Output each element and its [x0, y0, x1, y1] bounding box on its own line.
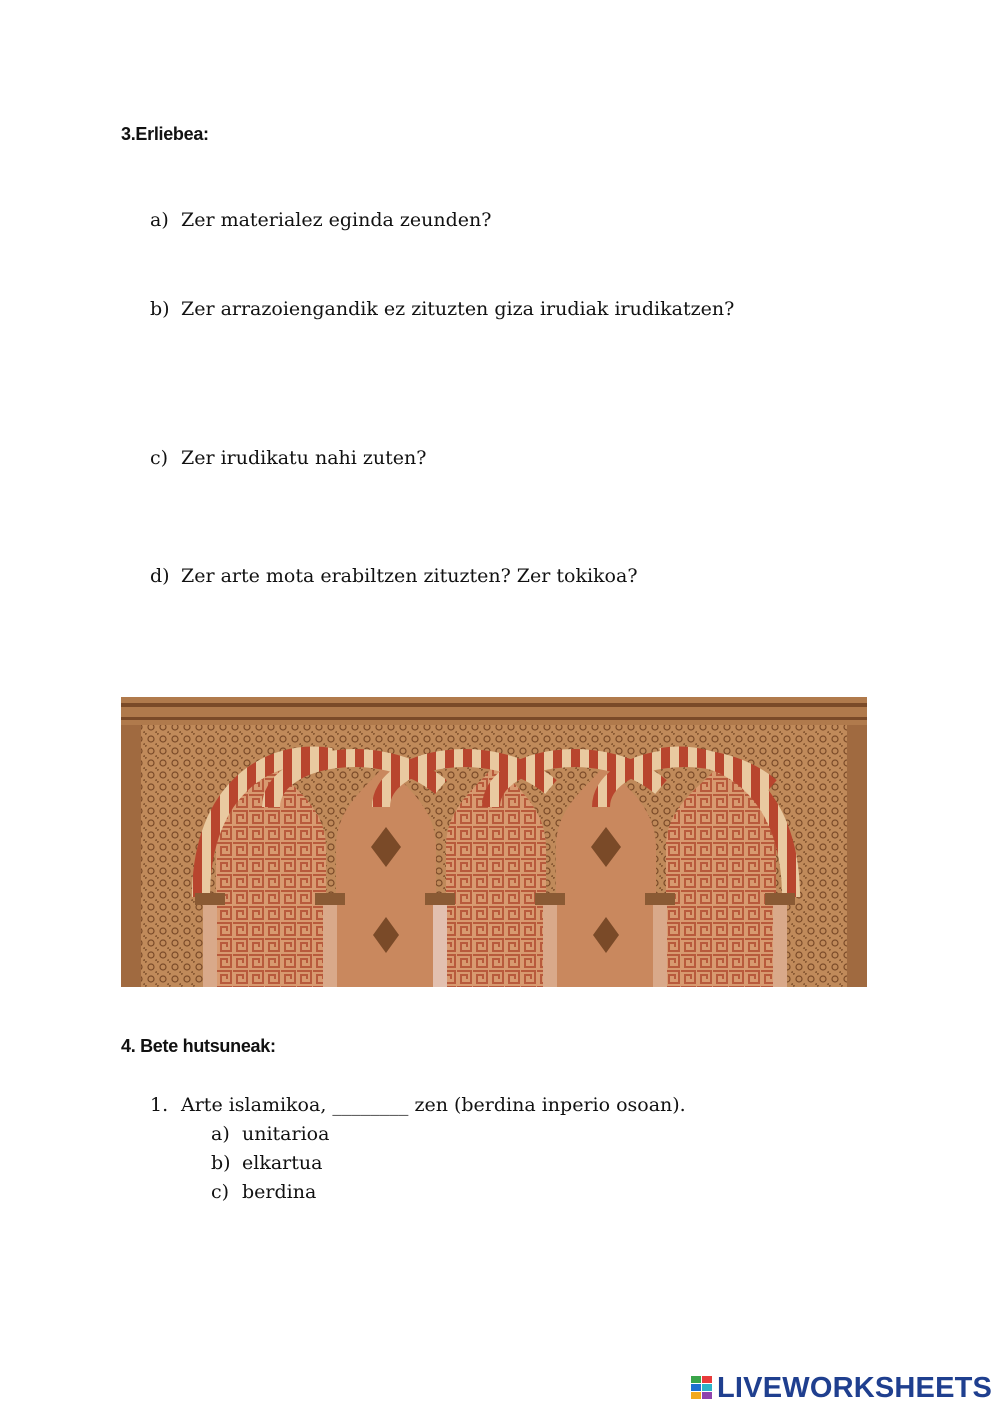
- option-c-text: berdina: [242, 1181, 317, 1203]
- section-4-title: 4. Bete hutsuneak:: [121, 1036, 276, 1056]
- question-a: [150, 209, 491, 231]
- option-c[interactable]: [211, 1181, 316, 1203]
- question-b-label: b): [150, 298, 170, 320]
- option-a-label: a): [211, 1123, 230, 1145]
- question-c-label: c): [150, 447, 169, 469]
- question-c-text: Zer irudikatu nahi zuten?: [181, 447, 427, 469]
- option-a-text: unitarioa: [242, 1123, 330, 1145]
- question-d-text: Zer arte mota erabiltzen zituzten? Zer tokikoa?: [181, 565, 638, 587]
- fill-blank-number: 1.: [150, 1094, 169, 1116]
- option-b[interactable]: [211, 1152, 322, 1174]
- question-d-label: d): [150, 565, 170, 587]
- option-b-text: elkartua: [242, 1152, 323, 1174]
- question-a-text: Zer materialez eginda zeunden?: [181, 209, 492, 231]
- question-c: [150, 447, 426, 469]
- option-a[interactable]: [211, 1123, 329, 1145]
- liveworksheets-logo-icon: [691, 1376, 713, 1400]
- liveworksheets-logo-text: LIVEWORKSHEETS: [717, 1371, 993, 1404]
- question-d: [150, 565, 638, 587]
- question-a-label: a): [150, 209, 169, 231]
- option-b-label: b): [211, 1152, 231, 1174]
- option-c-label: c): [211, 1181, 230, 1203]
- liveworksheets-logo: [691, 1372, 992, 1404]
- question-b-text: Zer arrazoiengandik ez zituzten giza irudiak irudikatzen?: [181, 298, 735, 320]
- fill-blank-text: Arte islamikoa, ________ zen (berdina inperio osoan).: [181, 1094, 686, 1116]
- section-3-title: 3.Erliebea:: [121, 124, 209, 144]
- question-b: [150, 298, 734, 320]
- islamic-arches-image: [121, 697, 867, 987]
- fill-blank-item: [150, 1094, 686, 1116]
